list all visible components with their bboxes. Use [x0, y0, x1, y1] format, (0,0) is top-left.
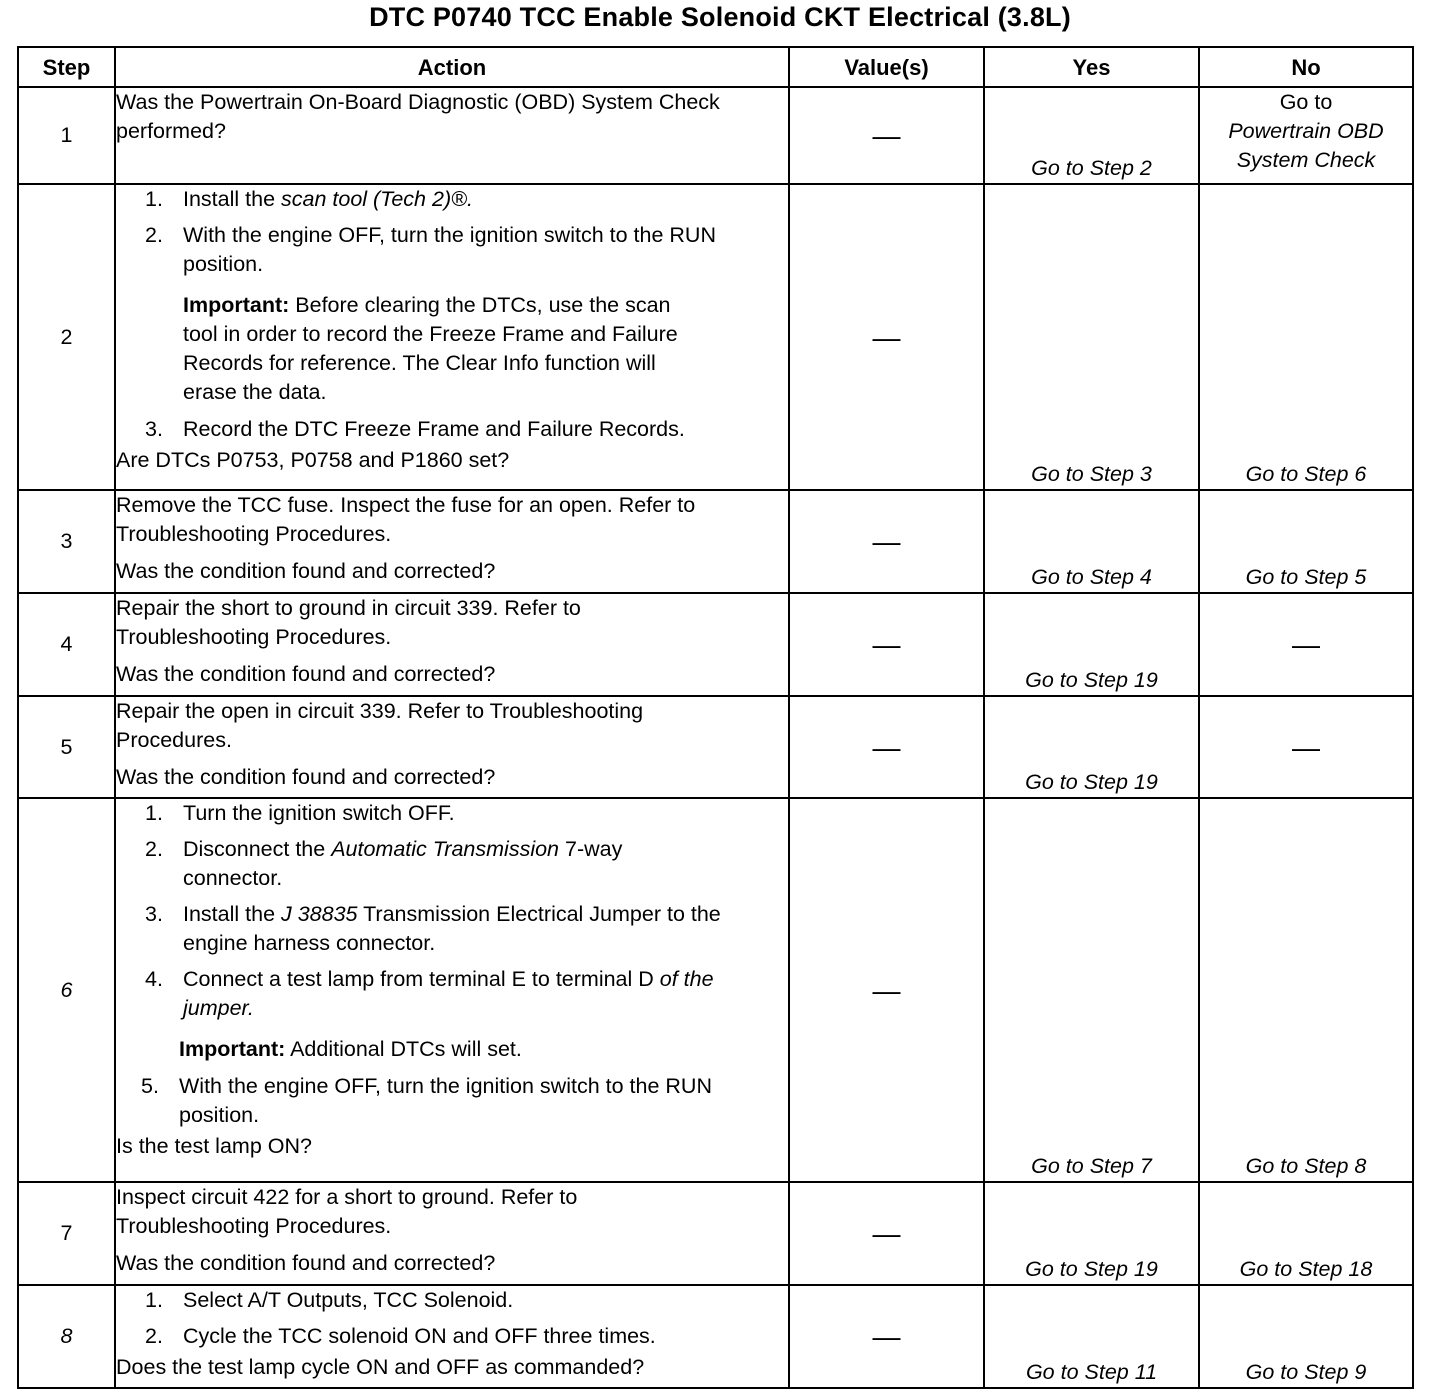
question-text: Was the condition found and corrected?	[116, 765, 496, 789]
action-cell	[115, 87, 789, 184]
action-cell	[115, 798, 789, 1182]
list-number: 4.	[145, 967, 163, 991]
yes-link[interactable]: Go to Step 19	[984, 1182, 1199, 1285]
action-cell	[115, 593, 789, 696]
step-number: 8	[18, 1285, 115, 1388]
value-cell: —	[789, 1285, 984, 1388]
header-row	[18, 47, 1413, 87]
no-link[interactable]: Go to Step 5	[1199, 490, 1413, 593]
header-values: Value(s)	[789, 47, 984, 87]
yes-link[interactable]: Go to Step 2	[984, 87, 1199, 184]
value-cell: —	[789, 593, 984, 696]
important-text: Additional DTCs will set.	[285, 1037, 522, 1061]
list-text: Turn the ignition switch OFF.	[183, 801, 455, 825]
important-label: Important:	[183, 293, 290, 317]
value-cell: —	[789, 696, 984, 798]
action-cell	[115, 490, 789, 593]
yes-link[interactable]: Go to Step 3	[984, 184, 1199, 490]
step-number: 4	[18, 593, 115, 696]
list-text: Cycle the TCC solenoid ON and OFF three times.	[183, 1324, 656, 1348]
list-number: 1.	[145, 801, 163, 825]
list-text: Transmission Electrical Jumper to the engine harness connector.	[183, 902, 721, 955]
dtc-table	[17, 46, 1414, 1389]
table-row-step-5	[18, 696, 1413, 798]
no-prefix: Go to	[1279, 90, 1333, 114]
header-action: Action	[115, 47, 789, 87]
step-number: 7	[18, 1182, 115, 1285]
list-number: 3.	[145, 902, 163, 926]
question-text: Is the test lamp ON?	[116, 1134, 312, 1158]
no-cell: —	[1199, 696, 1413, 798]
yes-link[interactable]: Go to Step 4	[984, 490, 1199, 593]
list-text: Install the	[183, 902, 281, 926]
list-text: Disconnect the	[183, 837, 332, 861]
table-row-step-3	[18, 490, 1413, 593]
table-row-step-1	[18, 87, 1413, 184]
question-text: Does the test lamp cycle ON and OFF as commanded?	[116, 1355, 645, 1379]
important-note	[116, 1035, 788, 1064]
list-number: 2.	[145, 837, 163, 861]
no-link[interactable]: Powertrain OBD System Check	[1228, 119, 1384, 172]
list-item	[116, 835, 788, 893]
table-row-step-7	[18, 1182, 1413, 1285]
important-note	[116, 291, 788, 407]
value-cell: —	[789, 87, 984, 184]
action-cell	[115, 696, 789, 798]
list-text: Select A/T Outputs, TCC Solenoid.	[183, 1288, 514, 1312]
no-cell: —	[1199, 593, 1413, 696]
action-cell	[115, 1182, 789, 1285]
no-cell	[1199, 87, 1413, 184]
list-text: Record the DTC Freeze Frame and Failure Records.	[183, 417, 685, 441]
list-item	[116, 221, 788, 279]
list-item	[116, 1322, 788, 1351]
list-item	[116, 415, 788, 444]
list-text: Install the	[183, 187, 281, 211]
no-link[interactable]: Go to Step 18	[1199, 1182, 1413, 1285]
list-item	[116, 965, 788, 1023]
list-item	[116, 799, 788, 828]
question-text: Are DTCs P0753, P0758 and P1860 set?	[116, 448, 510, 472]
list-item	[116, 900, 788, 958]
list-number: 3.	[145, 417, 163, 441]
list-emphasis: of the jumper.	[183, 967, 714, 1020]
value-cell: —	[789, 490, 984, 593]
list-text: With the engine OFF, turn the ignition switch to the RUN position.	[179, 1074, 712, 1127]
list-number: 2.	[145, 1324, 163, 1348]
value-cell: —	[789, 184, 984, 490]
list-item	[116, 1072, 788, 1130]
table-row-step-8	[18, 1285, 1413, 1388]
list-number: 5.	[141, 1074, 159, 1098]
yes-link[interactable]: Go to Step 19	[984, 593, 1199, 696]
list-number: 1.	[145, 187, 163, 211]
action-text: Repair the short to ground in circuit 339. Refer to Troubleshooting Procedures.	[116, 596, 581, 649]
value-cell: —	[789, 798, 984, 1182]
list-item	[116, 1286, 788, 1315]
step-number: 6	[18, 798, 115, 1182]
list-text: With the engine OFF, turn the ignition switch to the RUN position.	[183, 223, 716, 276]
step-number: 3	[18, 490, 115, 593]
action-text: Was the Powertrain On-Board Diagnostic (OBD) System Check performed?	[116, 90, 720, 143]
step-number: 1	[18, 87, 115, 184]
question-text: Was the condition found and corrected?	[116, 559, 496, 583]
header-yes: Yes	[984, 47, 1199, 87]
list-text: Connect a test lamp from terminal E to terminal D	[183, 967, 660, 991]
action-text: Repair the open in circuit 339. Refer to Troubleshooting Procedures.	[116, 699, 644, 752]
action-text: Inspect circuit 422 for a short to ground. Refer to Troubleshooting Procedures.	[116, 1185, 578, 1238]
list-item	[116, 185, 788, 214]
value-cell: —	[789, 1182, 984, 1285]
action-cell	[115, 1285, 789, 1388]
important-text: Before clearing the DTCs, use the scan tool in order to record the Freeze Frame and Failure Records for reference. The Clear Info function will erase the data.	[183, 293, 678, 404]
list-number: 2.	[145, 223, 163, 247]
list-number: 1.	[145, 1288, 163, 1312]
action-text: Remove the TCC fuse. Inspect the fuse for an open. Refer to Troubleshooting Procedures.	[116, 493, 696, 546]
action-cell	[115, 184, 789, 490]
header-step: Step	[18, 47, 115, 87]
page-title: DTC P0740 TCC Enable Solenoid CKT Electrical (3.8L)	[369, 2, 1071, 32]
list-emphasis: scan tool (Tech 2)®.	[281, 187, 473, 211]
yes-link[interactable]: Go to Step 7	[984, 798, 1199, 1182]
table-row-step-2	[18, 184, 1413, 490]
no-link[interactable]: Go to Step 9	[1199, 1285, 1413, 1388]
question-text: Was the condition found and corrected?	[116, 662, 496, 686]
table-row-step-4	[18, 593, 1413, 696]
question-text: Was the condition found and corrected?	[116, 1251, 496, 1275]
important-label: Important:	[179, 1037, 286, 1061]
yes-link[interactable]: Go to Step 11	[984, 1285, 1199, 1388]
list-emphasis: J 38835	[281, 902, 358, 926]
yes-link[interactable]: Go to Step 19	[984, 696, 1199, 798]
no-link[interactable]: Go to Step 6	[1199, 184, 1413, 490]
header-no: No	[1199, 47, 1413, 87]
step-number: 5	[18, 696, 115, 798]
list-emphasis: Automatic Transmission	[331, 837, 560, 861]
no-link[interactable]: Go to Step 8	[1199, 798, 1413, 1182]
table-row-step-6	[18, 798, 1413, 1182]
step-number: 2	[18, 184, 115, 490]
list-text: 7-way connector.	[183, 837, 623, 890]
